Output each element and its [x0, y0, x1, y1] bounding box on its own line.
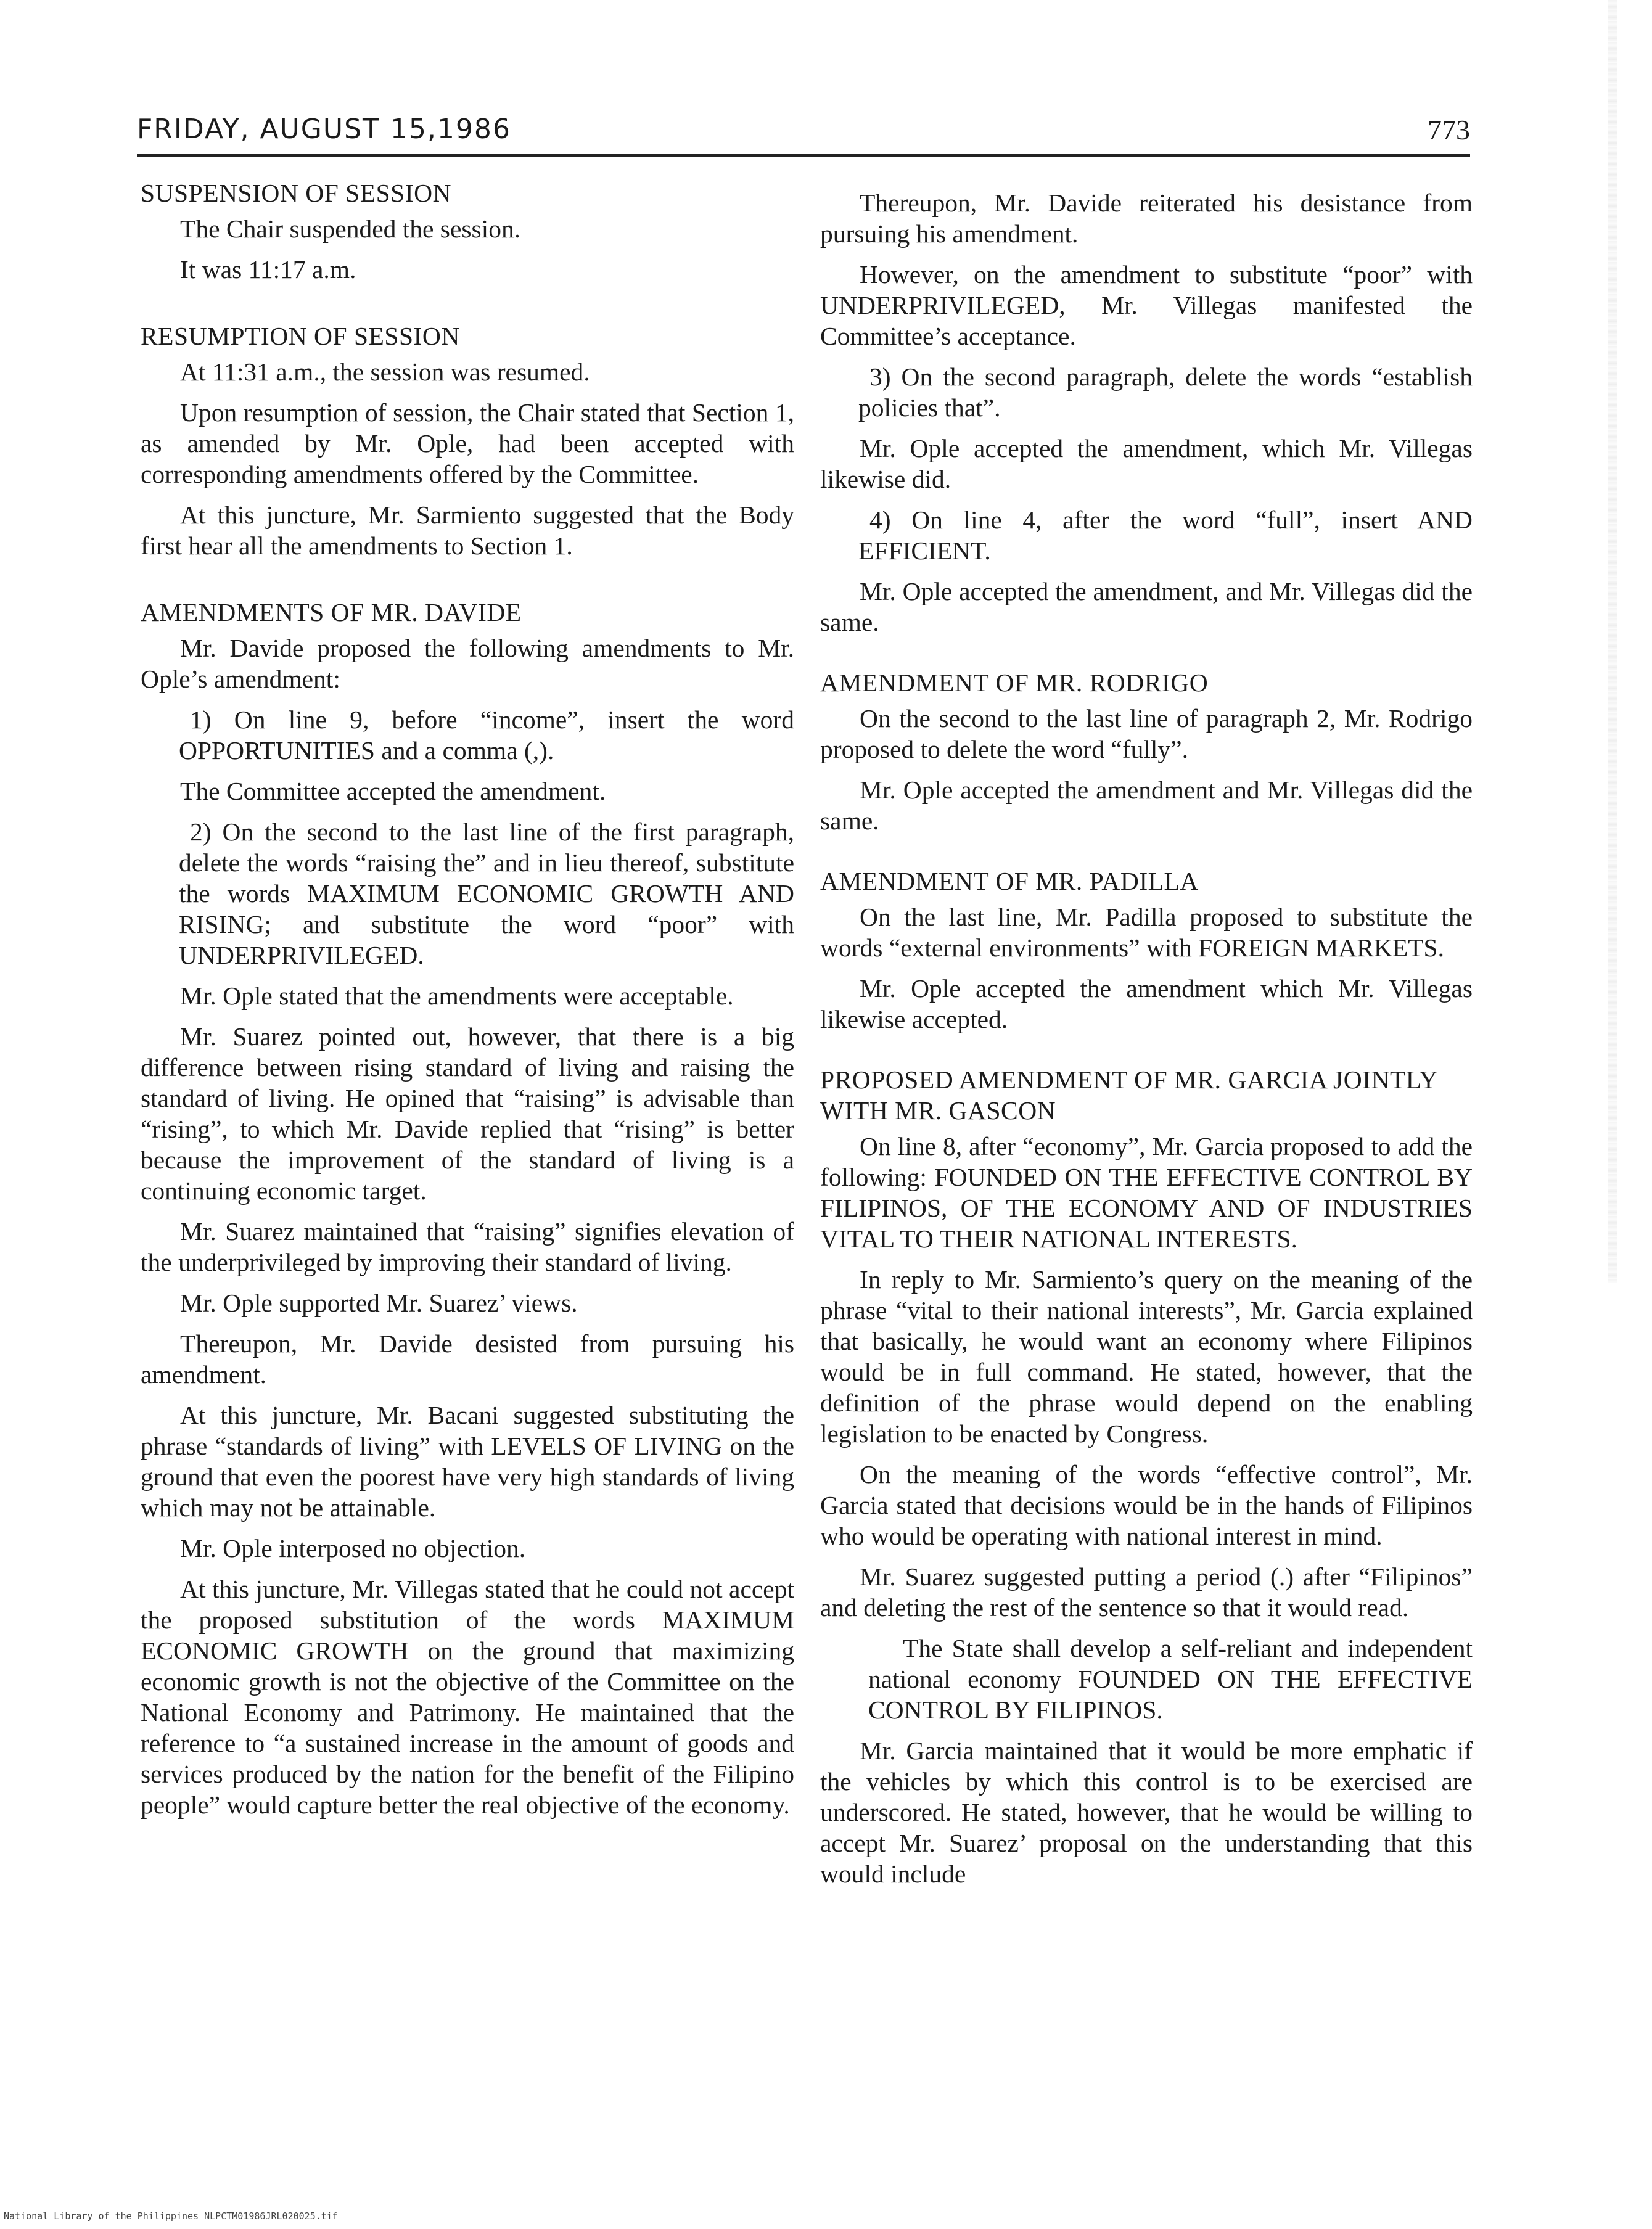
paragraph: Thereupon, Mr. Davide desisted from pursuing his amendment. [141, 1329, 794, 1389]
footer-scan-label: National Library of the Philippines NLPCTM01986JRL020025.tif [4, 2211, 338, 2222]
left-column [141, 178, 794, 1820]
paragraph: However, on the amendment to substitute “poor” with UNDERPRIVILEGED, Mr. Villegas manifested the Committee’s acceptance. [820, 260, 1473, 350]
page-header [137, 110, 1470, 153]
header-date: FRIDAY, AUGUST 15,1986 [137, 113, 511, 145]
paragraph: Mr. Suarez pointed out, however, that there is a big difference between rising standard of living and raising the standard of living. He opined that “raising” is advisable than “rising”, to which Mr. Davide replied that “rising” is better because the improvement of the standard of living is a continuing economic target. [141, 1022, 794, 1205]
header-rule [137, 154, 1470, 157]
paragraph: Mr. Ople accepted the amendment and Mr. Villegas did the same. [820, 776, 1473, 835]
section-heading: RESUMPTION OF SESSION [141, 322, 460, 350]
paragraph: At 11:31 a.m., the session was resumed. [180, 358, 590, 386]
paragraph: At this juncture, Mr. Villegas stated that he could not accept the proposed substitution of the words MAXIMUM ECONOMIC GROWTH on the ground that maximizing economic growth is not the objective of the Committee on the National Economy and Patrimony. He maintained that the reference to “a sustained increase in the amount of goods and services produced by the nation for the benefit of the Filipino people” would capture better the real objective of the economy. [141, 1575, 794, 1819]
paragraph: At this juncture, Mr. Sarmiento suggested that the Body first hear all the amendments to Section 1. [141, 501, 794, 560]
page-number: 773 [1428, 114, 1470, 146]
paragraph: Mr. Ople accepted the amendment, and Mr. Villegas did the same. [820, 577, 1473, 636]
paragraph: In reply to Mr. Sarmiento’s query on the meaning of the phrase “vital to their national interests”, Mr. Garcia explained that basically, he would want an economy where Filipinos would be in full command. He stated, however, that the definition of the phrase would depend on the enabling legislation to be enacted by Congress. [820, 1265, 1473, 1448]
quoted-text: The State shall develop a self-reliant and independent national economy FOUNDED ON THE EFFECTIVE CONTROL BY FILIPINOS. [868, 1634, 1473, 1724]
section-heading: AMENDMENT OF MR. RODRIGO [820, 668, 1209, 697]
paragraph: On the last line, Mr. Padilla proposed to substitute the words “external environments” with FOREIGN MARKETS. [820, 903, 1473, 962]
numbered-amendment: 4) On line 4, after the word “full”, insert AND EFFICIENT. [858, 506, 1473, 565]
right-column [820, 178, 1473, 1889]
paragraph: At this juncture, Mr. Bacani suggested substituting the phrase “standards of living” with LEVELS OF LIVING on the ground that even the poorest have very high standards of living which may not be attainable. [141, 1401, 794, 1522]
paragraph: Mr. Ople stated that the amendments were acceptable. [180, 982, 734, 1010]
section-heading: PROPOSED AMENDMENT OF MR. GARCIA JOINTLY WITH MR. GASCON [820, 1065, 1437, 1125]
paragraph: Mr. Suarez suggested putting a period (.) after “Filipinos” and deleting the rest of the sentence so that it would read. [820, 1562, 1473, 1622]
section-heading: AMENDMENT OF MR. PADILLA [820, 867, 1199, 895]
paragraph: It was 11:17 a.m. [180, 255, 356, 284]
paragraph: Mr. Davide proposed the following amendments to Mr. Ople’s amendment: [141, 634, 794, 693]
numbered-amendment: 3) On the second paragraph, delete the words “establish policies that”. [858, 363, 1473, 422]
numbered-amendment: 1) On line 9, before “income”, insert the word OPPORTUNITIES and a comma (,). [179, 705, 794, 765]
paragraph: Mr. Ople interposed no objection. [180, 1534, 526, 1562]
paragraph: On the meaning of the words “effective control”, Mr. Garcia stated that decisions would be in the hands of Filipinos who would be operating with national interest in mind. [820, 1460, 1473, 1550]
paragraph: Mr. Garcia maintained that it would be more emphatic if the vehicles by which this control is to be exercised are underscored. He stated, however, that he would be willing to accept Mr. Suarez’ proposal on the understanding that this would include [820, 1736, 1473, 1888]
paragraph: The Committee accepted the amendment. [180, 777, 606, 805]
paragraph: The Chair suspended the session. [180, 215, 521, 243]
paragraph: Mr. Suarez maintained that “raising” signifies elevation of the underprivileged by improving their standard of living. [141, 1217, 794, 1276]
section-heading: SUSPENSION OF SESSION [141, 179, 452, 207]
scan-edge-artifact [1608, 0, 1617, 1283]
section-heading: AMENDMENTS OF MR. DAVIDE [141, 598, 522, 626]
paragraph: On the second to the last line of paragraph 2, Mr. Rodrigo proposed to delete the word “fully”. [820, 704, 1473, 763]
numbered-amendment: 2) On the second to the last line of the first paragraph, delete the words “raising the” and in lieu thereof, substitute the words MAXIMUM ECONOMIC GROWTH AND RISING; and substitute the word “poor” with UNDERPRIVILEGED. [179, 818, 794, 969]
paragraph: Thereupon, Mr. Davide reiterated his desistance from pursuing his amendment. [820, 189, 1473, 248]
paragraph: Mr. Ople supported Mr. Suarez’ views. [180, 1289, 578, 1317]
paragraph: Upon resumption of session, the Chair stated that Section 1, as amended by Mr. Ople, had been accepted with corresponding amendments offered by the Committee. [141, 398, 794, 488]
paragraph: Mr. Ople accepted the amendment which Mr. Villegas likewise accepted. [820, 974, 1473, 1033]
paragraph: Mr. Ople accepted the amendment, which Mr. Villegas likewise did. [820, 434, 1473, 493]
paragraph: On line 8, after “economy”, Mr. Garcia proposed to add the following: FOUNDED ON THE EFFECTIVE CONTROL BY FILIPINOS, OF THE ECONOMY AND OF INDUSTRIES VITAL TO THEIR NATIONAL INTERESTS. [820, 1132, 1473, 1253]
